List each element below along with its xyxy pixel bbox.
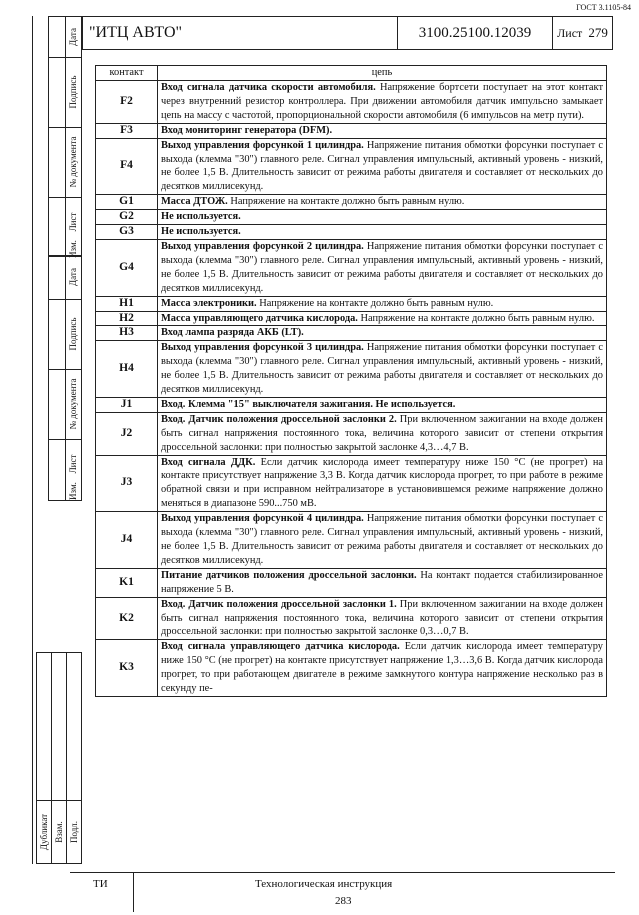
table-row	[96, 311, 607, 326]
contact-cell: F2	[96, 81, 158, 124]
contact-cell: G2	[96, 210, 158, 225]
contact-cell: H3	[96, 326, 158, 341]
margin-podl-label: Подл.	[69, 820, 79, 844]
circuit-column-header: цепь	[158, 66, 607, 81]
contact-cell: J4	[96, 512, 158, 569]
sheet-number: 279	[588, 25, 608, 40]
circuit-title: Вход. Датчик положения дроссельной заслонки 2.	[161, 413, 397, 425]
circuit-cell	[158, 512, 607, 569]
margin-doc-label-2: № документа	[68, 378, 79, 430]
table-row	[96, 341, 607, 398]
circuit-cell	[158, 640, 607, 697]
margin-change-label: Изм.	[68, 240, 79, 258]
circuit-title: Выход управления форсункой 1 цилиндра.	[161, 139, 364, 151]
circuit-title: Вход лампа разряда АКБ (LT).	[161, 327, 304, 339]
contact-cell: G4	[96, 239, 158, 296]
footer-separator	[133, 872, 134, 912]
contact-cell: H1	[96, 296, 158, 311]
circuit-title: Масса электроники.	[161, 297, 257, 309]
circuit-text: Напряжение на контакте должно быть равным нулю.	[227, 196, 465, 208]
margin-date-label-2: Дата	[68, 268, 79, 286]
circuit-text: Напряжение питания обмотки форсунки поступает с выхода (клемма "30") главного реле. Сигнал управления импульсный, активный уровень - низкий, не более 1,5 В. Длительность зависит от режима работы двигателя и составляет от нескольких до десятков миллисекунд.	[161, 513, 603, 566]
circuit-cell	[158, 210, 607, 225]
margin-outer-line	[32, 16, 33, 864]
circuit-text: На контакт подается стабилизированное напряжение 5 В.	[161, 569, 603, 595]
contact-cell: F3	[96, 123, 158, 138]
circuit-title: Масса управляющего датчика кислорода.	[161, 312, 358, 324]
margin-sign-label-2: Подпись	[68, 317, 79, 351]
circuit-title: Вход сигнала управляющего датчика кислорода.	[161, 641, 400, 653]
sheet-box	[553, 17, 612, 49]
table-row	[96, 640, 607, 697]
margin-block-mid	[48, 256, 82, 501]
circuit-cell	[158, 81, 607, 124]
circuit-title: Вход мониторинг генератора (DFM).	[161, 124, 333, 136]
contact-table	[95, 65, 607, 697]
margin-block-top	[48, 16, 82, 256]
table-row	[96, 597, 607, 640]
circuit-title: Вход сигнала датчика скорости автомобиля.	[161, 82, 376, 93]
header-frame	[82, 16, 613, 50]
circuit-cell	[158, 412, 607, 455]
table-header-row	[96, 66, 607, 81]
contact-cell: G1	[96, 195, 158, 210]
margin-date-label: Дата	[68, 28, 79, 46]
table-row	[96, 123, 607, 138]
circuit-title: Не используется.	[161, 226, 241, 238]
table-row	[96, 239, 607, 296]
circuit-text: Напряжение бортсети поступает на этот контакт через внутренний резистор контроллера. При движении автомобиля датчик импульсно замыкает цепь на массу с частотой, пропорциональной скорости автомобиля (6 импульсов на метр пути).	[161, 82, 603, 121]
footer-title: Технологическая инструкция	[255, 878, 393, 890]
table-row	[96, 225, 607, 240]
circuit-text: Напряжение питания обмотки форсунки поступает с выхода (клемма "30") главного реле. Сигнал управления импульсный, активный уровень - низкий, не более 1,5 В. Длительность зависит от режима работы двигателя и составляет от нескольких до десятков миллисекунд.	[161, 342, 603, 396]
circuit-cell	[158, 326, 607, 341]
circuit-text: При включенном зажигании на входе должен быть сигнал напряжения постоянного тока, величина которого зависит от степени открытия дроссельной заслонки: при полностью закрытой заслонке 4,3…4,7 В.	[161, 413, 603, 453]
contact-cell: J2	[96, 412, 158, 455]
document-code: 3100.25100.12039	[398, 17, 553, 49]
circuit-cell	[158, 597, 607, 640]
contact-cell: K1	[96, 568, 158, 597]
margin-vzam-label: Взам.	[54, 821, 64, 843]
circuit-text: Если датчик кислорода имеет температуру ниже 150 °С (не прогрет) на контакте присутствует напряжение 3,3 В. Когда датчик кислорода прогрет, то при работе в режиме обратной связи и при исправном нейтрализаторе в установившемся режиме напряжение должно меняться в диапазоне 590...750 мВ.	[161, 456, 604, 510]
contact-column-header: контакт	[96, 66, 158, 81]
circuit-cell	[158, 568, 607, 597]
contact-cell: G3	[96, 225, 158, 240]
contact-cell: H2	[96, 311, 158, 326]
organization-name: "ИТЦ АВТО"	[83, 17, 398, 49]
circuit-cell	[158, 397, 607, 412]
circuit-cell	[158, 123, 607, 138]
circuit-title: Выход управления форсункой 2 цилиндра.	[161, 240, 364, 252]
margin-sign-label: Подпись	[68, 75, 79, 109]
circuit-text: Если датчик кислорода имеет температуру ниже 150 °С (не прогрет) на контакте присутствует напряжение 1,3…3,6 В. Когда датчик кислорода прогрет, то при работающем двигателе в режиме замкнутого контура напряжение несколько раз в секунду пе-	[161, 641, 603, 695]
circuit-text: Напряжение на контакте должно быть равным нулю.	[256, 297, 494, 309]
margin-sheet-label: Лист	[68, 212, 79, 232]
table-row	[96, 138, 607, 195]
circuit-title: Вход. Клемма "15" выключателя зажигания. Не используется.	[161, 398, 456, 410]
table-row	[96, 455, 607, 512]
circuit-title: Не используется.	[161, 211, 241, 223]
sheet-label: Лист	[557, 25, 583, 40]
circuit-title: Выход управления форсункой 3 цилиндра.	[161, 342, 364, 354]
circuit-title: Выход управления форсункой 4 цилиндра.	[161, 513, 364, 525]
circuit-cell	[158, 296, 607, 311]
circuit-text: При включенном зажигании на входе должен быть сигнал напряжения постоянного тока, величина которого зависит от степени открытия дроссельной заслонки: при полностью закрытой заслонке 0,3…0,7 В.	[161, 598, 603, 638]
margin-sheet-label-2: Лист	[68, 454, 79, 474]
circuit-cell	[158, 225, 607, 240]
circuit-cell	[158, 311, 607, 326]
contact-cell: F4	[96, 138, 158, 195]
contact-cell: K3	[96, 640, 158, 697]
table-row	[96, 512, 607, 569]
contact-cell: K2	[96, 597, 158, 640]
table-row	[96, 296, 607, 311]
table-row	[96, 210, 607, 225]
footer-ti: ТИ	[93, 878, 108, 890]
circuit-cell	[158, 239, 607, 296]
circuit-title: Вход. Датчик положения дроссельной заслонки 1.	[161, 598, 397, 610]
margin-duplicate-label: Дубликат	[39, 813, 49, 851]
table-row	[96, 412, 607, 455]
circuit-title: Вход сигнала ДДК.	[161, 456, 256, 468]
table-row	[96, 397, 607, 412]
contact-cell: J3	[96, 455, 158, 512]
circuit-cell	[158, 138, 607, 195]
circuit-text: Напряжение питания обмотки форсунки поступает с выхода (клемма "30") главного реле. Сигнал управления импульсный, активный уровень - низкий, не более 1,5 В. Длительность зависит от режима работы двигателя и составляет от нескольких до десятков миллисекунд.	[161, 139, 603, 193]
page-number: 283	[335, 895, 352, 907]
contact-cell: J1	[96, 397, 158, 412]
table-row	[96, 195, 607, 210]
circuit-cell	[158, 341, 607, 398]
circuit-text: Напряжение питания обмотки форсунки поступает с выхода (клемма "30") главного реле. Сигнал управления импульсный, активный уровень - низкий, не более 1,5 В. Длительность зависит от режима работы двигателя и составляет от нескольких до десятков миллисекунд.	[161, 240, 603, 294]
margin-block-bottom	[36, 800, 82, 864]
table-row	[96, 326, 607, 341]
circuit-title: Масса ДТОЖ.	[161, 196, 228, 208]
table-row	[96, 568, 607, 597]
table-row	[96, 81, 607, 124]
circuit-text: Напряжение на контакте должно быть равным нулю.	[357, 312, 595, 324]
circuit-cell	[158, 455, 607, 512]
footer-line	[70, 872, 615, 873]
circuit-cell	[158, 195, 607, 210]
margin-doc-label: № документа	[68, 136, 79, 188]
gost-label: ГОСТ 3.1105-84	[576, 3, 631, 12]
contact-cell: H4	[96, 341, 158, 398]
margin-change-label-2: Изм.	[68, 482, 79, 500]
circuit-title: Питание датчиков положения дроссельной заслонки.	[161, 569, 417, 581]
